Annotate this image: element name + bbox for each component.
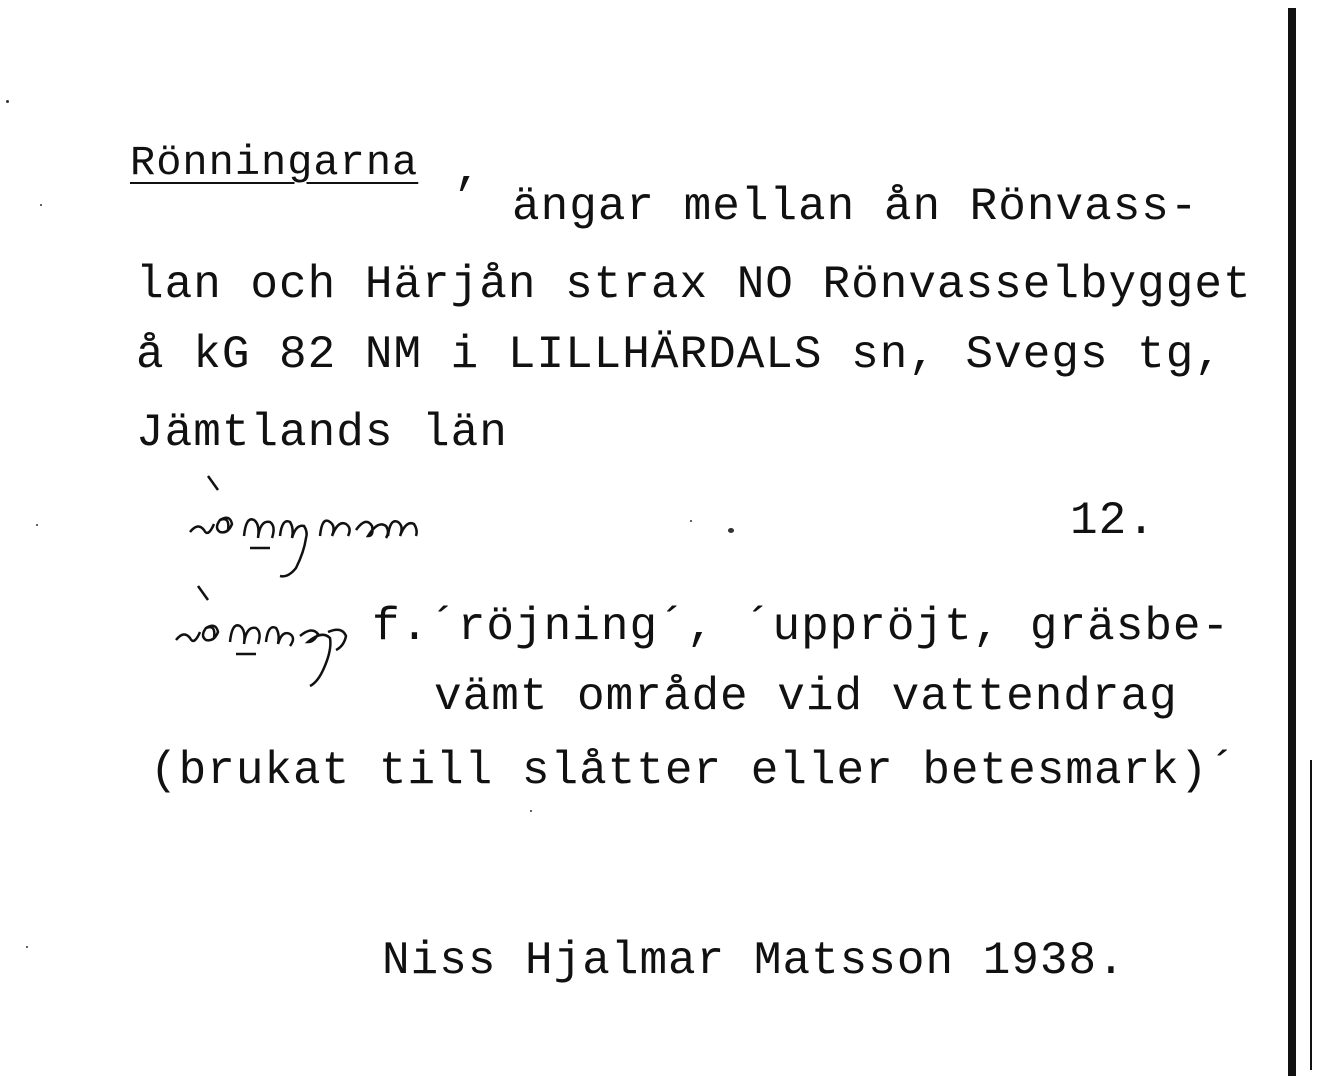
signature: Niss Hjalmar Matsson 1938. (382, 935, 1126, 987)
speck (36, 524, 38, 526)
speck (530, 810, 532, 812)
speck (6, 100, 9, 103)
handwritten-phonetic-1 (180, 470, 430, 580)
speck (690, 520, 692, 522)
definition-line-3: (brukat till slåtter eller betesmark)´ (150, 745, 1237, 797)
card-edge-border (1288, 8, 1296, 1076)
definition-line-1: f.´röjning´, ´uppröjt, gräsbe- (372, 601, 1231, 653)
description-line-4: Jämtlands län (136, 407, 508, 459)
speck (728, 528, 734, 533)
card-edge-shadow (1310, 760, 1312, 1070)
description-line-3: å kG 82 NM i LILLHÄRDALS sn, Svegs tg, (136, 329, 1223, 381)
speck (26, 946, 28, 948)
headword-punctuation: , (454, 145, 483, 197)
headword: Rönningarna (130, 139, 419, 187)
speck (40, 204, 42, 206)
card-number: 12. (1070, 495, 1156, 547)
description-line-2: lan och Härjån strax NO Rönvasselbygget (136, 259, 1252, 311)
description-line-1: ängar mellan ån Rönvass- (512, 181, 1199, 233)
handwritten-phonetic-2 (168, 582, 368, 692)
definition-line-2: vämt område vid vattendrag (434, 671, 1178, 723)
